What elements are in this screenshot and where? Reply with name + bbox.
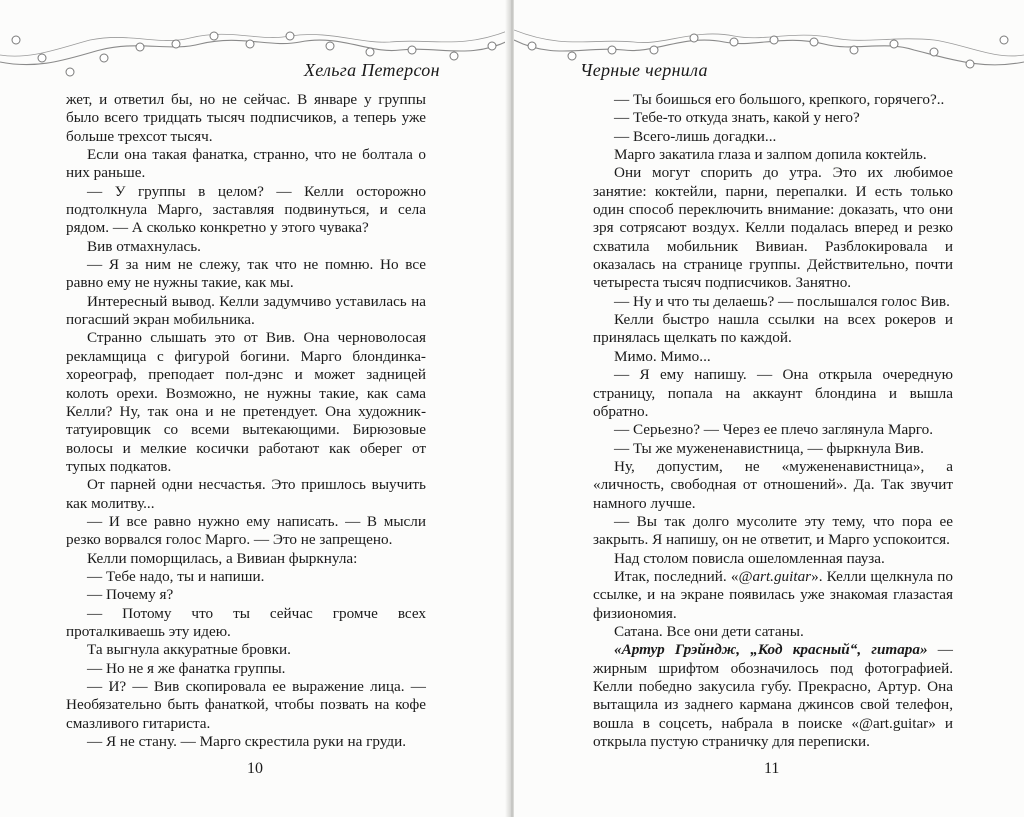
page-number: 10 [247,760,263,777]
handle-italic: @art.guitar [738,567,812,585]
paragraph: Вив отмахнулась. [87,237,201,255]
paragraph: Ну, допустим, не «мужененавистница», а «личность, свободная от отношений». Да. Так звучит намного лучше. [593,457,953,512]
paragraph: — Я не стану. — Марго скрестила руки на груди. [87,733,407,751]
paragraph-text: ». Келли щелкнула по ссылке, и на экране появилась уже знакомая глазастая физиономия. [593,567,953,622]
paragraph: — Ты же мужененавистница, — фыркнула Вив. [614,439,924,457]
paragraph-text: — жирным шрифтом обозначилось под фотографией. Келли победно закусила губу. Прекрасно, Артур. Она вытащила из заднего кармана джинсов свой телефон, вошла в соцсеть, набрала в поиске «@art.guitar» и открыла пустую страничку для переписки. [593,641,953,751]
right-page [514,0,1024,817]
paragraph: жет, и ответил бы, но не сейчас. В январе у группы было всего тридцать тысяч подписчиков, а теперь уже больше трехсот тысяч. [66,91,426,145]
paragraph: Келли быстро нашла ссылки на всех рокеров и принялась щелкать по каждой. [593,311,953,347]
page-number: 11 [764,760,780,777]
paragraph: — Потому что ты сейчас громче всех проталкиваешь эту идею. [66,604,426,640]
paragraph: Они могут спорить до утра. Это их любимое занятие: коктейли, парни, перепалки. И есть только один способ переключить внимание: доказать, что они зря сотрясают воздух. Келли подалась вперед и резко схватила мобильник Вивиан. Разблокировала и оказалась на странице группы. Действительно, почти четыреста тысяч подписчиков. Занятно. [593,164,953,292]
paragraph [593,568,953,623]
paragraph: — Тебе надо, ты и напиши. [87,567,265,585]
paragraph: — И? — Вив скопировала ее выражение лица. — Необязательно быть фанаткой, чтобы позвать на кофе смазливого гитариста. [66,678,426,732]
running-head-author: Хельга Петерсон [304,60,440,80]
paragraph: Мимо. Мимо... [614,347,711,365]
paragraph: Та выгнула аккуратные бровки. [87,641,291,659]
paragraph: Над столом повисла ошеломленная пауза. [614,549,885,567]
profile-name-bold: «Артур Грэйндж, „Код красный“, гитара» [614,641,928,659]
paragraph: От парней одни несчастья. Это пришлось выучить как молитву... [66,476,426,512]
paragraph: — Тебе-то откуда знать, какой у него? [614,109,860,127]
paragraph: — Я за ним не слежу, так что не помню. Но все равно ему не нужны такие, как мы. [66,256,426,292]
paragraph-text: Итак, последний. « [614,567,739,585]
paragraph: — Ты боишься его большого, крепкого, горячего?.. [614,91,945,108]
paragraph: — Я ему напишу. — Она открыла очередную страницу, попала на аккаунт блондина и вышла обратно. [593,366,953,420]
paragraph: Если она такая фанатка, странно, что не болтала о них раньше. [66,146,426,182]
paragraph: — Вы так долго мусолите эту тему, что пора ее закрыть. Я напишу, он не ответит, и Марго успокоится. [593,512,953,549]
paragraph: Интересный вывод. Келли задумчиво уставилась на погасший экран мобильника. [66,292,426,329]
paragraph: — Почему я? [87,586,174,604]
left-page [0,0,510,817]
paragraph: — Но не я же фанатка группы. [87,659,286,677]
paragraph: Странно слышать это от Вив. Она черноволосая рекламщица с фигурой богини. Марго блондинка-хореограф, преподает пол-дэнс и может задницей колоть орехи. Возможно, не нужны такие, как сама Келли? Ну, так она и не претендует. Она художник-татуировщик со всеми вытекающими. Бирюзовые волосы и мелкие косички работают как оберег от тупых подкатов. [66,329,426,475]
running-head-title: Черные чернила [580,60,708,80]
paragraph: — У группы в целом? — Келли осторожно подтолкнула Марго, заставляя подвинуться, и села рядом. — А сколько конкретно у этого чувака? [66,182,426,237]
paragraph: — И все равно нужно ему написать. — В мысли резко ворвался голос Марго. — Это не запрещено. [66,512,426,549]
paragraph: — Всего-лишь догадки... [614,127,777,145]
paragraph [593,641,953,751]
paragraph: Марго закатила глаза и залпом допила коктейль. [614,146,927,164]
paragraph: — Серьезно? — Через ее плечо заглянула Марго. [614,421,934,439]
paragraph: Сатана. Все они дети сатаны. [614,622,804,640]
left-page-text [66,91,426,751]
paragraph: Келли поморщилась, а Вивиан фыркнула: [87,549,358,567]
right-page-text [593,91,953,751]
paragraph: — Ну и что ты делаешь? — послышался голос Вив. [614,292,950,310]
